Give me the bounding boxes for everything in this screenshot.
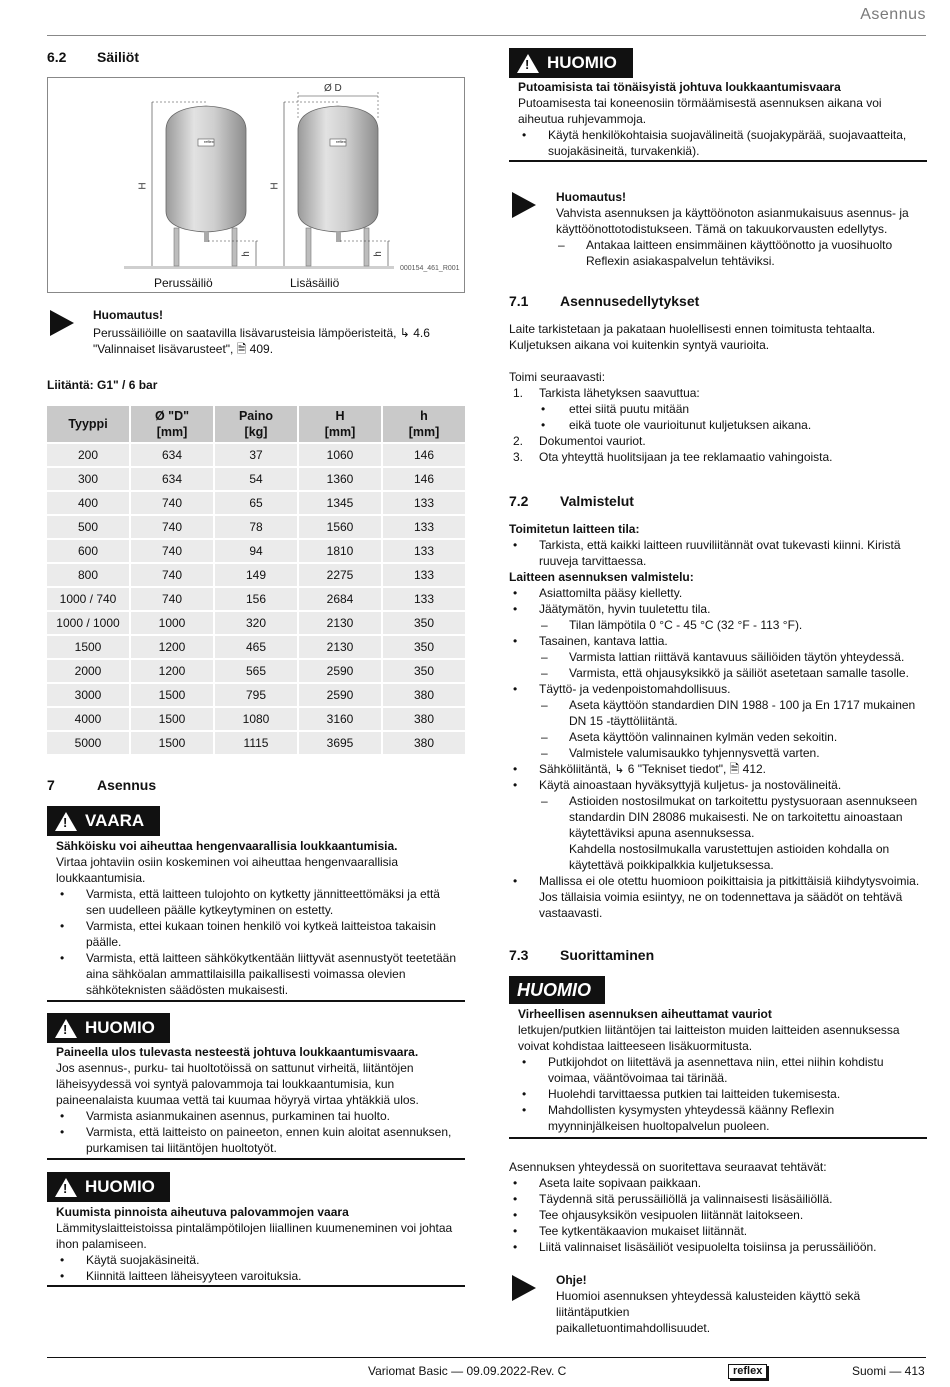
table-cell: 500: [47, 516, 129, 538]
danger-block: [56, 838, 466, 998]
caution-rule-1: [47, 1158, 465, 1160]
step-3: 3. Ota yhteyttä huolitsijaan ja tee reklamaatio vahingoista.: [513, 450, 833, 464]
table-cell: 1360: [299, 468, 381, 490]
figure-label-base-tank: Perussäiliö: [154, 276, 213, 290]
table-cell: 400: [47, 492, 129, 514]
table-cell: 37: [215, 444, 297, 466]
table-cell: 634: [131, 444, 213, 466]
note-title: Huomautus!: [93, 308, 163, 322]
caution-badge-2: ! HUOMIO: [47, 1172, 170, 1202]
table-cell: 740: [131, 516, 213, 538]
step-1-sub-1: • ettei siitä puutu mitään: [541, 402, 690, 416]
caution-bullet: • Varmista, että laitteisto on paineeton, ennen kuin aloitat asennuksen, purkamisen tai liitäntöjen huoltotyöt.: [60, 1125, 452, 1155]
preparation-heading: Laitteen asennuksen valmistelu:: [509, 570, 694, 584]
preparation-subitem: – Varmista lattian riittävä kantavuus säiliöiden täytön yhteydessä.: [541, 650, 905, 664]
table-cell: 380: [383, 684, 465, 706]
tip-block: [556, 1272, 931, 1336]
table-cell: 1000: [131, 612, 213, 634]
section-number-7: 7: [47, 777, 55, 793]
dimension-h-label-2: H: [269, 182, 281, 190]
footer-rule: [47, 1357, 926, 1358]
table-cell: 146: [383, 468, 465, 490]
caution-block-4: [518, 1006, 928, 1134]
table-cell: 1560: [299, 516, 381, 538]
preparation-subitem: – Varmista, että ohjausyksikkö ja säiliöt asetetaan samalle tasolle.: [541, 666, 909, 680]
figure-label-extra-tank: Lisäsäiliö: [290, 276, 340, 290]
table-cell: 133: [383, 564, 465, 586]
table-row: [47, 564, 465, 586]
danger-bullet: • Varmista, että laitteen sähkökytkentään liittyvät asennustyöt teetetään aina sähköalan ammattilaisilla paikallisesti voimassa olevien sähköteknisten säädösten mukaisesti.: [60, 951, 456, 997]
section-number-6-2: 6.2: [47, 49, 67, 65]
section-7-1-body: [509, 321, 929, 465]
section-title-6-2: Säiliöt: [97, 49, 140, 65]
caution-bullet: • Putkijohdot on liitettävä ja asennettava niin, ettei niihin kohdistu voimaa, vääntövoimaa tai tärinää.: [522, 1055, 884, 1085]
table-cell: 380: [383, 732, 465, 754]
table-cell: 65: [215, 492, 297, 514]
section-7-2-body: [509, 521, 934, 921]
body-text-line: Kuljetuksen aikana voi kuitenkin syntyä vaurioita.: [509, 338, 770, 352]
preparation-item: • Jäätymätön, hyvin tuuletettu tila.: [513, 602, 711, 616]
table-cell: 565: [215, 660, 297, 682]
table-row: [47, 684, 465, 706]
caution-bullet: • Käytä henkilökohtaisia suojavälineitä (suojakypärää, suojavaatteita, suojakäsineitä, turvakenkiä).: [522, 128, 907, 158]
section-number-7-2: 7.2: [509, 493, 529, 509]
caution-block-1: [56, 1044, 466, 1156]
table-cell: 380: [383, 708, 465, 730]
table-cell: 1500: [131, 708, 213, 730]
warning-triangle-icon: !: [55, 1178, 77, 1197]
caution-badge-4: HUOMIO: [509, 976, 605, 1004]
column-header: Ø "D" [mm]: [131, 406, 213, 442]
table-cell: 156: [215, 588, 297, 610]
danger-bullet: • Varmista, että laitteen tulojohto on kytketty jännitteettömäksi ja että sen uudelleen päälle kytkeytyminen on estetty.: [60, 887, 440, 917]
caution-text-line: voivat kohdistaa laitteeseen lisäkuormitusta.: [518, 1039, 753, 1053]
reflex-logo: reflex: [728, 1364, 767, 1379]
warning-triangle-icon: !: [55, 812, 77, 831]
caution-text-line: Lämmityslaitteistoissa pintalämpötilojen liiallinen kuumeneminen voi johtaa: [56, 1221, 453, 1235]
tank-figure: [47, 77, 465, 293]
caution-badge-1: ! HUOMIO: [47, 1013, 170, 1043]
table-cell: 1080: [215, 708, 297, 730]
table-cell: 78: [215, 516, 297, 538]
danger-text-line: loukkaantumisia.: [56, 871, 146, 885]
table-row: [47, 708, 465, 730]
table-cell: 1000 / 1000: [47, 612, 129, 634]
note-arrow-icon: [50, 310, 74, 336]
caution-rule-4: [509, 1137, 927, 1139]
note-line-2: "Valinnaiset lisävarusteet", 🗎 409.: [93, 342, 274, 356]
table-cell: 3160: [299, 708, 381, 730]
table-cell: 133: [383, 540, 465, 562]
table-cell: 1500: [131, 732, 213, 754]
table-cell: 2590: [299, 684, 381, 706]
preparation-item: • Asiattomilta pääsy kielletty.: [513, 586, 683, 600]
table-cell: 4000: [47, 708, 129, 730]
caution-title-1: Paineella ulos tulevasta nesteestä johtuva loukkaantumisvaara.: [56, 1045, 419, 1059]
table-cell: 300: [47, 468, 129, 490]
preparation-item: • Täyttö- ja vedenpoistomahdollisuus.: [513, 682, 731, 696]
preparation-item: • Sähköliitäntä, ↳ 6 "Tekniset tiedot", 🗎 412.: [513, 762, 767, 776]
table-row: [47, 732, 465, 754]
table-cell: 1500: [131, 684, 213, 706]
table-cell: 740: [131, 564, 213, 586]
caution-text-line: paineenalaista kuumaa vettä tai kuumaa höyryä virtaa yhtäkkiä ulos.: [56, 1093, 419, 1107]
section-title-7: Asennus: [97, 777, 157, 793]
caution-text-line: aiheutua ruhjevammoja.: [518, 112, 647, 126]
table-cell: 2684: [299, 588, 381, 610]
table-row: [47, 636, 465, 658]
table-row: [47, 444, 465, 466]
table-cell: 740: [131, 492, 213, 514]
preparation-item: • Käytä ainoastaan hyväksyttyjä kuljetus- ja nostovälineitä.: [513, 778, 842, 792]
caution-bullet: • Kiinnitä laitteen läheisyyteen varoituksia.: [60, 1269, 302, 1283]
caution-block-2: [56, 1204, 466, 1284]
table-cell: 3000: [47, 684, 129, 706]
preparation-subitem: – Tilan lämpötila 0 °C - 45 °C (32 °F - 113 °F).: [541, 618, 803, 632]
header-title: Asennus: [860, 6, 926, 23]
section-number-7-1: 7.1: [509, 293, 529, 309]
table-cell: 2275: [299, 564, 381, 586]
table-row: [47, 588, 465, 610]
section-number-7-3: 7.3: [509, 947, 529, 963]
table-row: [47, 492, 465, 514]
tip-text-line: paikalletuontimahdollisuudet.: [556, 1321, 711, 1335]
tasks-intro: Asennuksen yhteydessä on suoritettava seuraavat tehtävät:: [509, 1160, 827, 1174]
table-cell: 94: [215, 540, 297, 562]
table-cell: 54: [215, 468, 297, 490]
table-cell: 350: [383, 612, 465, 634]
note-line-1: Perussäiliöille on saatavilla lisävarusteisia lämpöeristeitä, ↳ 4.6: [93, 326, 430, 340]
tip-text-line: Huomioi asennuksen yhteydessä kalusteiden käyttö sekä liitäntäputkien: [556, 1289, 861, 1319]
tank-logo-2: reflex: [336, 139, 346, 144]
caution-bullet: • Mahdollisten kysymysten yhteydessä käänny Reflexin myynninjälkeisen huoltopalvelun puoleen.: [522, 1103, 835, 1133]
table-cell: 320: [215, 612, 297, 634]
caution-title-2: Kuumista pinnoista aiheutuva palovammojen vaara: [56, 1205, 349, 1219]
table-row: [47, 612, 465, 634]
caution-text-line: Putoamisesta tai koneenosiin törmäämisestä asennuksen aikana voi: [518, 96, 882, 110]
preparation-subitem: – Aseta käyttöön standardien DIN 1988 - 100 ja En 1717 mukainen DN 15 -täyttöliitäntä.: [541, 698, 916, 728]
step-2: 2. Dokumentoi vauriot.: [513, 434, 646, 448]
dimension-small-h-label-2: h: [372, 251, 384, 257]
table-cell: 1810: [299, 540, 381, 562]
table-cell: 200: [47, 444, 129, 466]
table-header-row: [47, 406, 465, 442]
task-item: • Täydennä sitä perussäiliöllä ja valinnaisesti lisäsäiliöllä.: [513, 1192, 833, 1206]
caution-text-line: läheisyydessä voi syntyä palovammoja tai loukkaantumisia, kun: [56, 1077, 395, 1091]
footer-document: Variomat Basic — 09.09.2022-Rev. C: [368, 1364, 567, 1378]
task-item: • Liitä valinnaiset lisäsäiliöt vesipuolelta toisiinsa ja perussäiliöön.: [513, 1240, 877, 1254]
danger-text-line: Virtaa johtaviin osiin koskeminen voi aiheuttaa hengenvaarallisia: [56, 855, 398, 869]
danger-bullet: • Varmista, ettei kukaan toinen henkilö voi kytkeä laitteistoa takaisin päälle.: [60, 919, 436, 949]
figure-code: 000154_461_R001: [400, 265, 460, 272]
table-cell: 800: [47, 564, 129, 586]
danger-rule: [47, 1000, 465, 1002]
caution-text-line: Jos asennus-, purku- tai huoltotöissä on sattunut virheitä, liitäntöjen: [56, 1061, 414, 1075]
caution-title-4: Virheellisen asennuksen aiheuttamat vauriot: [518, 1007, 772, 1021]
preparation-subitem: – Aseta käyttöön valinnainen kylmän veden sekoitin.: [541, 730, 838, 744]
table-cell: 1345: [299, 492, 381, 514]
tasks-block: [509, 1159, 929, 1255]
task-item: • Tee kytkentäkaavion mukaiset liitännät.: [513, 1224, 748, 1238]
dimension-h-label-1: H: [137, 182, 149, 190]
section-title-7-2: Valmistelut: [560, 493, 634, 509]
table-cell: 600: [47, 540, 129, 562]
header-rule: [47, 35, 926, 36]
table-cell: 133: [383, 492, 465, 514]
tip-title: Ohje!: [556, 1273, 587, 1287]
section-title-7-1: Asennusedellytykset: [560, 293, 700, 309]
table-cell: 2000: [47, 660, 129, 682]
table-caption: Liitäntä: G1" / 6 bar: [47, 378, 158, 392]
table-cell: 5000: [47, 732, 129, 754]
table-cell: 2130: [299, 612, 381, 634]
table-cell: 1500: [47, 636, 129, 658]
steps-intro: Toimi seuraavasti:: [509, 370, 606, 384]
task-item: • Tee ohjausyksikön vesipuolen liitännät laitokseen.: [513, 1208, 804, 1222]
table-row: [47, 660, 465, 682]
danger-title: Sähköisku voi aiheuttaa hengenvaarallisia loukkaantumisia.: [56, 839, 398, 853]
caution-rule-3: [509, 160, 927, 162]
table-row: [47, 540, 465, 562]
column-header: Tyyppi: [47, 406, 129, 442]
table-cell: 146: [383, 444, 465, 466]
caution-text-line: ihon palamiseen.: [56, 1237, 147, 1251]
preparation-subitem: – Valmistele valumisaukko tyhjennysvettä varten.: [541, 746, 820, 760]
step-1-sub-2: • eikä tuote ole vaurioitunut kuljetuksen aikana.: [541, 418, 812, 432]
caution-bullet: • Huolehdi tarvittaessa putkien tai laitteiden tukemisesta.: [522, 1087, 841, 1101]
note-title-2: Huomautus!: [556, 190, 626, 204]
table-cell: 2130: [299, 636, 381, 658]
column-header: Paino [kg]: [215, 406, 297, 442]
tip-arrow-icon: [512, 1275, 536, 1301]
table-cell: 133: [383, 516, 465, 538]
table-cell: 1000 / 740: [47, 588, 129, 610]
preparation-item: • Mallissa ei ole otettu huomioon poikittaisia ja pitkittäisiä kiihdytysvoimia. Jos tällaisia voimia esiintyy, ne on todennettava ja säädöt on tehtävä vastaavasti.: [513, 874, 920, 920]
table-cell: 149: [215, 564, 297, 586]
note-text-line: käyttöönottotodistukseen. Tämä on takuukorvausten edellytys.: [556, 222, 888, 236]
warning-triangle-icon: !: [55, 1019, 77, 1038]
tank-spec-table: [45, 404, 467, 756]
caution-bullet: • Käytä suojakäsineitä.: [60, 1253, 200, 1267]
step-1: 1. Tarkista lähetyksen saavuttua:: [513, 386, 700, 400]
table-cell: 1200: [131, 660, 213, 682]
preparation-item: • Tasainen, kantava lattia.: [513, 634, 668, 648]
note-arrow-icon: [512, 192, 536, 218]
table-cell: 350: [383, 636, 465, 658]
note-dash-item: – Antakaa laitteen ensimmäinen käyttöönotto ja vuosihuolto Reflexin asiakaspalvelun tehtäviksi.: [558, 238, 893, 268]
danger-badge: ! VAARA: [47, 806, 160, 836]
note-text-line: Vahvista asennuksen ja käyttöönoton asianmukaisuus asennus- ja: [556, 206, 909, 220]
table-cell: 1200: [131, 636, 213, 658]
tank-logo-1: reflex: [204, 139, 214, 144]
caution-bullet: • Varmista asianmukainen asennus, purkaminen tai huolto.: [60, 1109, 390, 1123]
column-header: H [mm]: [299, 406, 381, 442]
table-cell: 133: [383, 588, 465, 610]
section-title-7-3: Suorittaminen: [560, 947, 655, 963]
table-cell: 2590: [299, 660, 381, 682]
delivered-state-heading: Toimitetun laitteen tila:: [509, 522, 640, 536]
caution-block-3: [518, 79, 928, 159]
caution-rule-2: [47, 1285, 465, 1287]
caution-badge-3: ! HUOMIO: [509, 48, 633, 78]
table-cell: 740: [131, 540, 213, 562]
task-item: • Aseta laite sopivaan paikkaan.: [513, 1176, 702, 1190]
table-row: [47, 516, 465, 538]
table-cell: 1115: [215, 732, 297, 754]
preparation-subitem: – Astioiden nostosilmukat on tarkoitettu pystysuoraan asennukseen standardin DIN 28086 mukaisesti. Ne on tarkoitettu ainoastaan käytettäviksi apuna asennuksessa. Kahdella nostosilmukalla varustettujen astioiden kohdalla on käytettävä poikkipalkkia kuljetuksessa.: [541, 794, 918, 872]
table-row: [47, 468, 465, 490]
dimension-d-label: Ø D: [324, 83, 342, 94]
footer-language-page: Suomi — 413: [852, 1364, 925, 1378]
table-cell: 1060: [299, 444, 381, 466]
note-block-2: [556, 189, 928, 269]
tank-illustration: [48, 78, 464, 292]
body-text-line: Laite tarkistetaan ja pakataan huolellisesti ennen toimitusta tehtaalta.: [509, 322, 876, 336]
check-bullet: • Tarkista, että kaikki laitteen ruuviliitännät ovat tukevasti kiinni. Kiristä ruuveja tarvittaessa.: [513, 538, 901, 568]
warning-triangle-icon: !: [517, 54, 539, 73]
table-cell: 465: [215, 636, 297, 658]
table-cell: 795: [215, 684, 297, 706]
table-cell: 350: [383, 660, 465, 682]
table-cell: 634: [131, 468, 213, 490]
caution-title-3: Putoamisista tai tönäisyistä johtuva loukkaantumisvaara: [518, 80, 841, 94]
dimension-small-h-label-1: h: [240, 251, 252, 257]
caution-text-line: letkujen/putkien liitäntöjen tai laitteiston muiden laitteiden asennuksessa: [518, 1023, 900, 1037]
table-cell: 3695: [299, 732, 381, 754]
table-cell: 740: [131, 588, 213, 610]
column-header: h [mm]: [383, 406, 465, 442]
